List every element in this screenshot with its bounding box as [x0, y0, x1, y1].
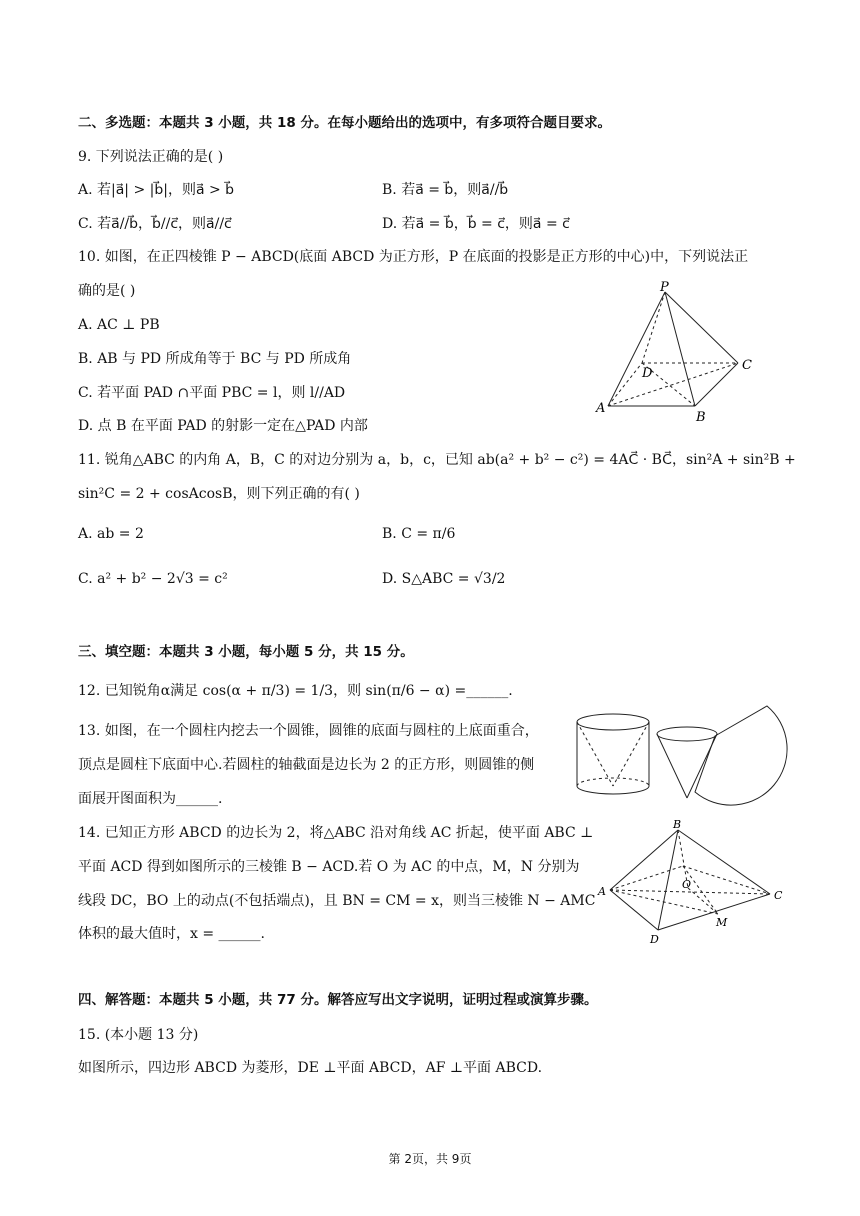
pyramid-label-b: B [696, 410, 706, 425]
q9-option-d: D. 若a⃗ = b⃗，b⃗ = c⃗，则a⃗ = c⃗ [382, 216, 570, 232]
q15-text: 如图所示，四边形 ABCD 为菱形，DE ⊥平面 ABCD，AF ⊥平面 ABCD. [78, 1060, 543, 1076]
q13-line1: 13. 如图，在一个圆柱内挖去一个圆锥，圆锥的底面与圆柱的上底面重合， [78, 723, 539, 739]
pyramid-label-p: P [660, 280, 669, 295]
q11-stem-line2: sin²C = 2 + cosAcosB，则下列正确的有( ) [78, 486, 360, 502]
cylinder-cone-figure [575, 702, 775, 800]
pyramid-label-a: A [596, 401, 606, 416]
tetra-label-c: C [774, 889, 783, 902]
q11-option-d: D. S△ABC = √3/2 [382, 571, 506, 587]
q11-stem-line1: 11. 锐角△ABC 的内角 A，B，C 的对边分别为 a，b，c，已知 ab(a² + b² − c²) = 4AC⃗ · BC⃗，sin²A + sin²B + [78, 452, 796, 468]
q14-line1: 14. 已知正方形 ABCD 的边长为 2，将△ABC 沿对角线 AC 折起，使平面 ABC ⊥ [78, 825, 594, 841]
tetra-label-d: D [650, 933, 659, 946]
q9-option-c: C. 若a⃗//b⃗，b⃗//c⃗，则a⃗//c⃗ [78, 216, 232, 232]
tetra-label-b: B [673, 818, 682, 831]
section-heading-solutions: 四、解答题：本题共 5 小题，共 77 分。解答应写出文字说明，证明过程或演算步骤。 [78, 992, 598, 1008]
q13-line2: 顶点是圆柱下底面中心.若圆柱的轴截面是边长为 2 的正方形，则圆锥的侧 [78, 757, 535, 773]
q10-option-a: A. AC ⊥ PB [78, 317, 160, 333]
q14-line3: 线段 DC，BO 上的动点(不包括端点)，且 BN = CM = x，则当三棱锥 N − AMC [78, 893, 596, 909]
pyramid-label-d: D [642, 366, 653, 381]
pyramid-label-c: C [742, 358, 752, 373]
pyramid-figure [590, 278, 770, 428]
q9-option-b: B. 若a⃗ = b⃗，则a⃗//b⃗ [382, 182, 509, 198]
q11-option-a: A. ab = 2 [78, 526, 144, 542]
tetra-label-a: A [598, 885, 606, 898]
q15-heading: 15. (本小题 13 分) [78, 1027, 199, 1043]
q9-stem: 9. 下列说法正确的是( ) [78, 149, 224, 165]
q10-stem-line1: 10. 如图，在正四棱锥 P − ABCD(底面 ABCD 为正方形，P 在底面的投影是正方形的中心)中，下列说法正 [78, 249, 749, 265]
tetrahedron-figure [598, 818, 788, 946]
q10-option-c: C. 若平面 PAD ∩平面 PBC = l，则 l//AD [78, 385, 346, 401]
q11-option-c: C. a² + b² − 2√3 = c² [78, 571, 228, 587]
q12-text: 12. 已知锐角α满足 cos(α + π/3) = 1/3，则 sin(π/6 − α) =______. [78, 683, 513, 699]
section-heading-multiple-choice: 二、多选题：本题共 3 小题，共 18 分。在每小题给出的选项中，有多项符合题目要求。 [78, 115, 611, 131]
q9-option-a: A. 若|a⃗| > |b⃗|，则a⃗ > b⃗ [78, 182, 235, 198]
q14-line4: 体积的最大值时，x = ______. [78, 926, 265, 942]
q10-stem-line2: 确的是( ) [78, 283, 136, 299]
page-footer: 第 2页，共 9页 [388, 1152, 472, 1166]
q10-option-b: B. AB 与 PD 所成角等于 BC 与 PD 所成角 [78, 351, 352, 367]
tetra-label-o: O [682, 878, 692, 891]
section-heading-fill-in: 三、填空题：本题共 3 小题，每小题 5 分，共 15 分。 [78, 644, 414, 660]
q14-line2: 平面 ACD 得到如图所示的三棱锥 B − ACD.若 O 为 AC 的中点，M，N 分别为 [78, 859, 580, 875]
tetra-label-m: M [716, 916, 728, 929]
q13-line3: 面展开图面积为______. [78, 791, 223, 807]
q11-option-b: B. C = π/6 [382, 526, 456, 542]
q10-option-d: D. 点 B 在平面 PAD 的射影一定在△PAD 内部 [78, 418, 368, 434]
